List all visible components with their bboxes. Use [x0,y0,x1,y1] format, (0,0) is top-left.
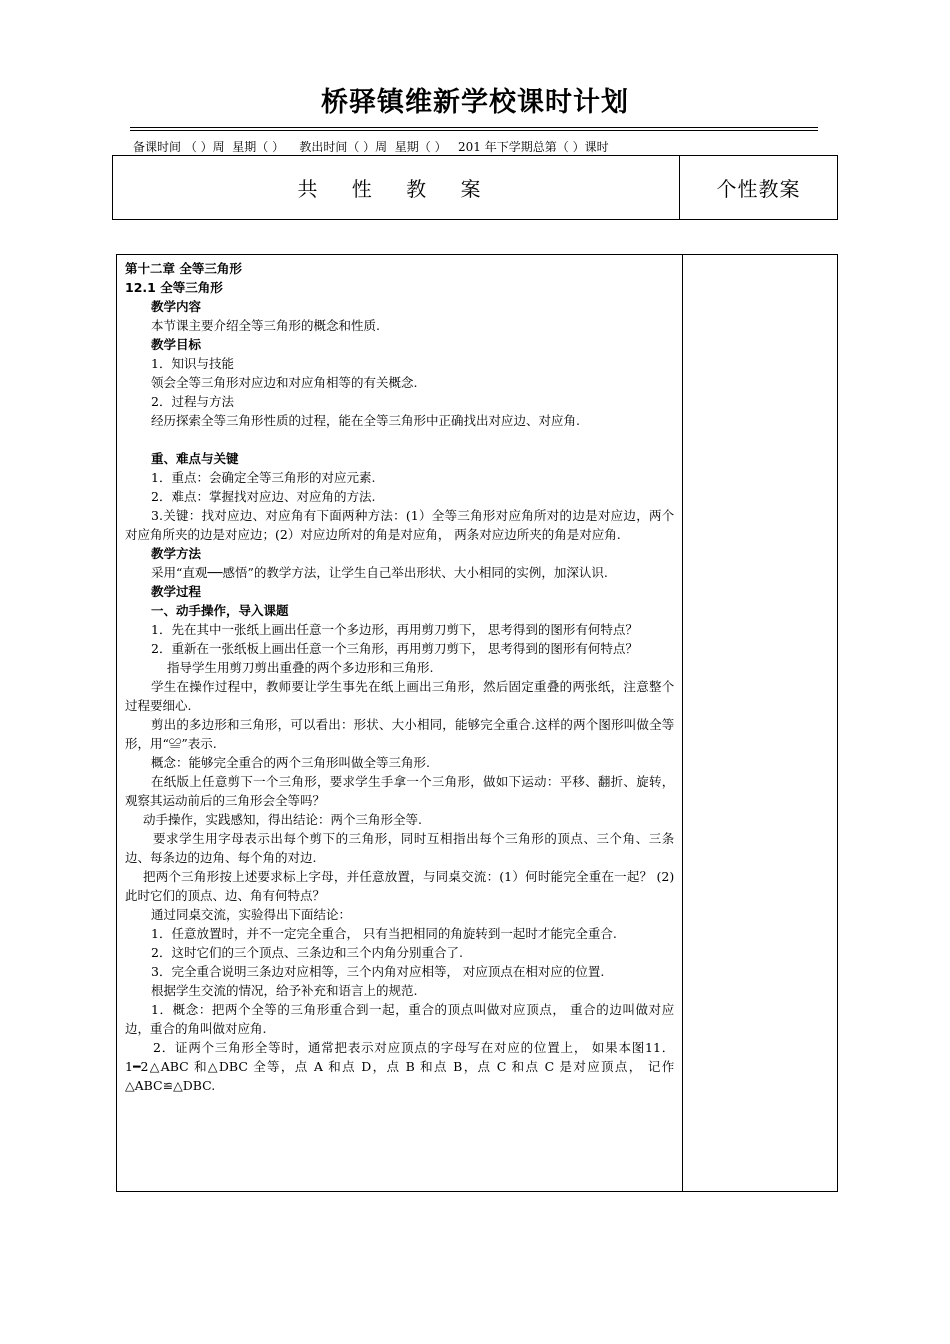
process-paragraph: 在纸版上任意剪下一个三角形，要求学生手拿一个三角形，做如下运动：平移、翻折、旋转，观察其运动前后的三角形会全等吗？ [125,774,675,808]
key-point: 3.关键：找对应边、对应角有下面两种方法：(1）全等三角形对应角所对的边是对应边，两个对应角所夹的边是对应边；(2）对应边所对的角是对应角， 两条对应边所夹的角是对应角. [125,508,675,542]
teaching-goal-heading: 教学目标 [151,337,202,352]
header-rule-bottom [130,130,818,131]
key-point: 1．重点：会确定全等三角形的对应元素. [151,470,376,485]
step-heading: 一、动手操作，导入课题 [151,603,289,618]
process-paragraph: 2．重新在一张纸板上画出任意一个三角形，再用剪刀剪下， 思考得到的图形有何特点？ [151,641,638,656]
process-paragraph: 剪出的多边形和三角形，可以看出：形状、大小相同，能够完全重合.这样的两个图形叫做全等形，用“≌”表示. [125,717,675,751]
process-paragraph: 概念：能够完全重合的两个三角形叫做全等三角形. [151,755,430,770]
process-paragraph: 2．证两个三角形全等时，通常把表示对应顶点的字母写在对应的位置上， 如果本图11．1━2△ABC 和△DBC 全等，点 A 和点 D，点 B 和点 B，点 C 和点 C 是对应顶点， 记作△ABC≌△DBC. [125,1040,675,1093]
chapter-heading: 第十二章 全等三角形 [125,261,242,276]
goal-text: 领会全等三角形对应边和对应角相等的有关概念. [151,375,418,390]
process-paragraph: 学生在操作过程中，教师要让学生事先在纸上画出三角形，然后固定重叠的两张纸，注意整个过程要细心. [125,679,675,713]
section-heading: 12.1 全等三角形 [125,280,223,295]
teaching-method-text: 采用“直观──感悟”的教学方法，让学生自己举出形状、大小相同的实例，加深认识. [151,565,608,580]
process-paragraph: 要求学生用字母表示出每个剪下的三角形，同时互相指出每个三角形的顶点、三个角、三条边、每条边的边角、每个角的对边. [125,831,675,865]
process-paragraph: 根据学生交流的情况，给予补充和语言上的规范. [151,983,418,998]
plan-header-table [112,155,838,220]
goal-item: 2．过程与方法 [151,394,234,409]
process-paragraph: 2．这时它们的三个顶点、三条边和三个内角分别重合了. [151,945,463,960]
goal-item: 1．知识与技能 [151,356,234,371]
personal-plan-cell [683,255,838,1192]
page-title: 桥驿镇维新学校课时计划 [321,87,629,118]
header-rule-top [130,127,818,128]
teaching-content-text: 本节课主要介绍全等三角形的概念和性质. [151,318,380,333]
teaching-process-heading: 教学过程 [151,584,202,599]
key-points-heading: 重、难点与关键 [151,451,239,466]
process-paragraph: 3．完全重合说明三条边对应相等，三个内角对应相等， 对应顶点在相对应的位置. [151,964,605,979]
key-point: 2．难点：掌握找对应边、对应角的方法. [151,489,376,504]
schedule-line: 备课时间 （ ）周 星期（ ） 教出时间（ ）周 星期（ ） 201 年下学期总第（ ）课时 [133,140,609,154]
personal-plan-heading: 个性教案 [680,156,838,220]
process-paragraph: 指导学生用剪刀剪出重叠的两个多边形和三角形. [167,660,434,675]
common-plan-heading: 共 性 教 案 [113,156,680,220]
common-plan-cell [117,255,683,1192]
teaching-method-heading: 教学方法 [151,546,202,561]
process-paragraph: 动手操作，实践感知，得出结论：两个三角形全等. [143,812,422,827]
goal-text: 经历探索全等三角形性质的过程，能在全等三角形中正确找出对应边、对应角. [151,413,580,428]
process-paragraph: 通过同桌交流，实验得出下面结论： [151,907,352,922]
lesson-plan-table [116,254,838,1192]
process-paragraph: 把两个三角形按上述要求标上字母，并任意放置，与同桌交流：(1）何时能完全重在一起？ (2) 此时它们的顶点、边、角有何特点？ [125,869,675,903]
process-paragraph: 1．概念：把两个全等的三角形重合到一起，重合的顶点叫做对应顶点， 重合的边叫做对应边，重合的角叫做对应角. [125,1002,675,1036]
teaching-content-heading: 教学内容 [151,299,202,314]
process-paragraph: 1．先在其中一张纸上画出任意一个多边形，再用剪刀剪下， 思考得到的图形有何特点？ [151,622,638,637]
process-paragraph: 1．任意放置时，并不一定完全重合， 只有当把相同的角旋转到一起时才能完全重合. [151,926,617,941]
